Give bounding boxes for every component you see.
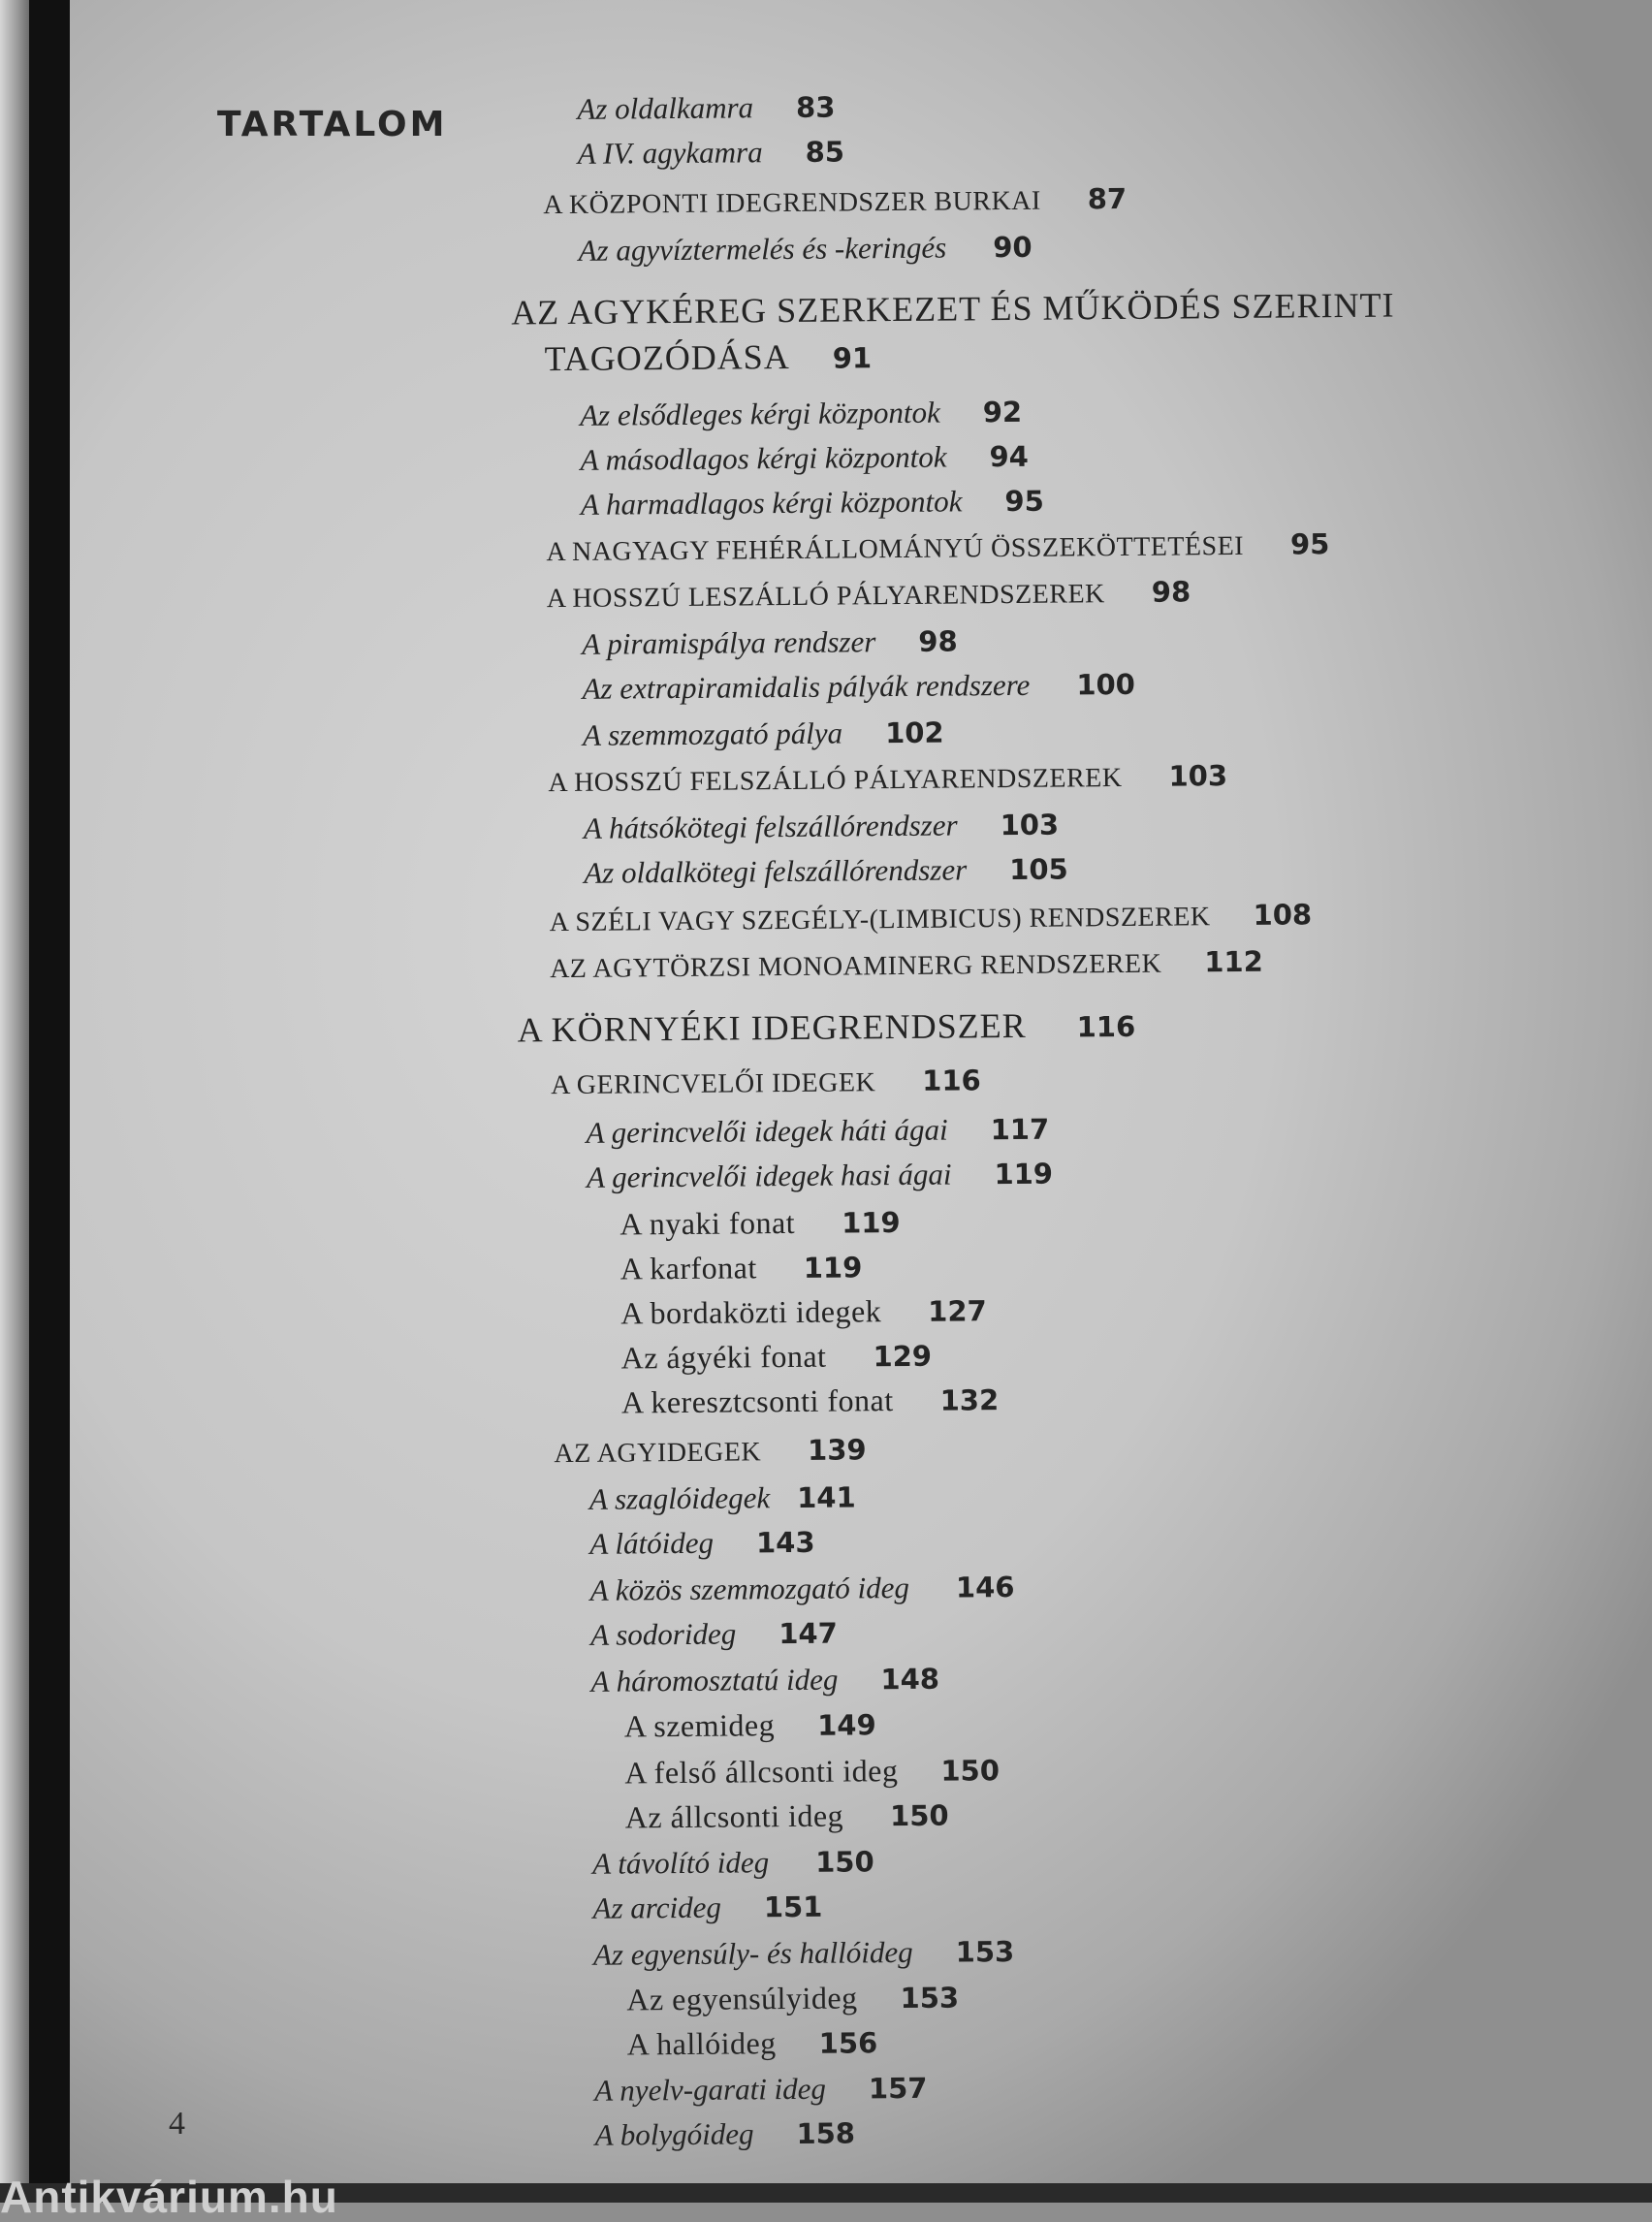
toc-entry — [587, 1157, 1053, 1195]
toc-entry — [625, 1797, 949, 1836]
toc-entry — [624, 1752, 1000, 1791]
toc-entry-title: Az agyvíztermelés és -keringés — [578, 230, 947, 268]
toc-entry-page: 94 — [989, 439, 1030, 474]
toc-entry-title: A gerincvelői idegek háti ágai — [586, 1112, 948, 1150]
toc-entry-page: 116 — [922, 1063, 981, 1097]
toc-entry — [590, 1662, 939, 1699]
toc-entry — [620, 1204, 901, 1243]
toc-entry — [620, 1249, 863, 1286]
toc-entry-page: 105 — [1009, 852, 1068, 887]
toc-entry-page: 92 — [982, 395, 1023, 429]
toc-entry-page: 153 — [900, 1981, 960, 2016]
toc-entry-page: 119 — [841, 1206, 901, 1240]
toc-entry-title: AZ AGYIDEGEK — [554, 1437, 762, 1470]
toc-entry — [548, 759, 1227, 799]
toc-entry-page: 147 — [778, 1616, 838, 1651]
toc-entry-page: 90 — [993, 230, 1032, 265]
toc-entry — [620, 1292, 987, 1331]
toc-entry — [543, 182, 1127, 221]
toc-entry-title: A keresztcsonti fonat — [620, 1382, 894, 1420]
toc-entry-title: A szemmozgató pálya — [582, 715, 843, 752]
toc-entry-page: 132 — [939, 1383, 1000, 1417]
toc-entry — [581, 484, 1044, 523]
toc-entry-title: A szemideg — [623, 1707, 776, 1744]
toc-entry-page: 100 — [1076, 667, 1136, 702]
toc-entry-page: 141 — [797, 1480, 856, 1514]
toc-entry — [582, 667, 1135, 707]
toc-entry-title: A nyelv-garati ideg — [594, 2071, 827, 2108]
toc-entry — [550, 898, 1313, 938]
toc-entry — [577, 90, 835, 127]
toc-entry-title: Az oldalkamra — [577, 90, 754, 126]
toc-entry-page: 83 — [795, 90, 836, 124]
toc-entry-title: TAGOZÓDÁSA — [544, 336, 790, 379]
toc-entry — [594, 2071, 928, 2109]
toc-entry — [584, 808, 1060, 846]
toc-entry-page: 108 — [1253, 898, 1313, 932]
toc-entry-title: A hátsókötegi felszállórendszer — [583, 808, 958, 845]
toc-entry — [511, 285, 1395, 333]
toc-entry — [583, 715, 944, 753]
toc-entry-title: A IV. agykamra — [577, 135, 763, 171]
toc-entry — [584, 851, 1068, 890]
toc-entry — [627, 2024, 878, 2062]
toc-entry-title: Az ágyéki fonat — [620, 1338, 827, 1376]
toc-entry — [550, 945, 1263, 985]
toc-entry-title: A harmadlagos kérgi központok — [580, 484, 963, 522]
toc-entry-title: A nyaki fonat — [620, 1204, 796, 1242]
toc-entry-page: 117 — [990, 1112, 1050, 1147]
toc-entry-page: 143 — [755, 1525, 815, 1560]
toc-entry — [578, 230, 1032, 269]
toc-entry-page: 119 — [803, 1251, 863, 1285]
toc-entry-page: 150 — [814, 1845, 874, 1879]
toc-entry — [551, 1063, 981, 1101]
toc-entry-title: Az állcsonti ideg — [624, 1797, 844, 1835]
toc-entry-title: A gerincvelői idegek hasi ágai — [586, 1157, 952, 1194]
toc-entry — [594, 2115, 855, 2152]
toc-entry-title: A hallóideg — [626, 2025, 777, 2062]
toc-entry — [554, 1433, 866, 1470]
toc-entry-title: A szaglóidegek — [588, 1480, 771, 1516]
toc-entry-title: A háromosztatú ideg — [590, 1662, 839, 1698]
toc-entry-page: 119 — [994, 1157, 1054, 1191]
toc-entry-page: 151 — [763, 1889, 823, 1924]
toc-entry — [582, 623, 958, 661]
toc-entry-title: Az oldalkötegi felszállórendszer — [584, 852, 968, 890]
toc-entry-page: 150 — [889, 1798, 949, 1833]
toc-entry-title: A KÖRNYÉKI IDEGRENDSZER — [517, 1005, 1027, 1050]
toc-entry-page: 158 — [796, 2116, 856, 2150]
toc-entry-page: 139 — [807, 1433, 867, 1467]
toc-entry-page: 98 — [918, 624, 958, 658]
toc-entry-title: A bolygóideg — [594, 2116, 754, 2152]
toc-entry-page: 91 — [832, 341, 873, 375]
toc-entry-title: A HOSSZÚ FELSZÁLLÓ PÁLYARENDSZEREK — [548, 762, 1123, 799]
toc-entry-page: 129 — [873, 1339, 933, 1374]
toc-entry — [590, 1616, 838, 1653]
toc-entry-page: 102 — [884, 715, 944, 750]
toc-entry — [621, 1381, 999, 1420]
toc-heading: TARTALOM — [217, 105, 448, 144]
toc-entry — [546, 527, 1329, 568]
toc-entry-title: A HOSSZÚ LESZÁLLÓ PÁLYARENDSZEREK — [546, 579, 1105, 615]
toc-entry-page: 127 — [928, 1294, 987, 1328]
toc-entry-page: 116 — [1076, 1009, 1136, 1044]
toc-entry-page: 146 — [955, 1570, 1015, 1604]
toc-entry — [589, 1525, 815, 1562]
toc-entry — [586, 1112, 1049, 1151]
toc-entry-title: A piramispálya rendszer — [582, 624, 876, 661]
toc-entry — [626, 1980, 959, 2018]
toc-entry-title: A sodorideg — [589, 1616, 737, 1652]
toc-entry — [580, 439, 1029, 478]
toc-entry-title: AZ AGYTÖRZSI MONOAMINERG RENDSZEREK — [549, 948, 1162, 985]
toc-entry — [544, 335, 872, 379]
toc-entry-title: A távolító ideg — [592, 1845, 770, 1881]
toc-entry-page: 153 — [955, 1935, 1015, 1969]
toc-entry-page: 150 — [940, 1754, 1001, 1788]
toc-entry-page: 157 — [868, 2071, 928, 2106]
toc-entry-title: Az egyensúlyideg — [626, 1980, 858, 2017]
watermark-text: Antikvárium.hu — [0, 2172, 338, 2222]
toc-entry — [517, 1004, 1135, 1051]
toc-entry — [593, 1934, 1015, 1973]
toc-entry-page: 149 — [816, 1708, 876, 1742]
toc-entry-page: 85 — [805, 135, 845, 169]
toc-entry-title: A NAGYAGY FEHÉRÁLLOMÁNYÚ ÖSSZEKÖTTETÉSEI — [546, 530, 1245, 568]
toc-entry-page: 148 — [880, 1662, 940, 1697]
toc-entry-page: 103 — [1168, 759, 1228, 793]
toc-entry — [620, 1338, 932, 1377]
toc-entry — [578, 134, 845, 171]
toc-entry-title: A karfonat — [620, 1250, 757, 1286]
toc-entry — [592, 1889, 822, 1926]
toc-entry — [624, 1706, 876, 1744]
toc-entry — [547, 575, 1191, 615]
toc-entry — [580, 395, 1022, 433]
toc-entry-title: A KÖZPONTI IDEGRENDSZER BURKAI — [543, 185, 1041, 221]
toc-entry-title: A látóideg — [589, 1525, 715, 1561]
toc-entry-title: A bordaközti idegek — [620, 1293, 882, 1331]
toc-entry-page: 87 — [1087, 181, 1128, 216]
toc-entry-title: A GERINCVELŐI IDEGEK — [551, 1067, 876, 1101]
toc-entry-title: A másodlagos kérgi központok — [580, 439, 947, 477]
toc-entry-title: AZ AGYKÉREG SZERKEZET ÉS MŰKÖDÉS SZERINTI — [511, 285, 1395, 333]
toc-entry-page: 103 — [1000, 808, 1060, 842]
toc-entry-title: A közös szemmozgató ideg — [589, 1570, 910, 1607]
toc-entry-page: 95 — [1004, 484, 1044, 519]
toc-entry — [590, 1570, 1015, 1608]
toc-entry-title: A SZÉLI VAGY SZEGÉLY-(LIMBICUS) RENDSZEREK — [549, 902, 1211, 938]
toc-entry — [589, 1479, 856, 1516]
toc-entry-page: 98 — [1151, 575, 1191, 609]
toc-entry-title: Az egyensúly- és hallóideg — [592, 1934, 913, 1972]
toc-entry-title: Az elsődleges kérgi központok — [579, 395, 940, 432]
page-number: 4 — [169, 2106, 185, 2142]
toc-entry-page: 112 — [1204, 944, 1263, 979]
toc-entry-title: Az extrapiramidalis pályák rendszere — [582, 667, 1031, 706]
toc-entry-title: A felső állcsonti ideg — [624, 1753, 899, 1791]
toc-entry-page: 95 — [1289, 527, 1330, 561]
toc-entry-page: 156 — [818, 2026, 878, 2060]
toc-entry — [592, 1844, 874, 1882]
toc-entry-title: Az arcideg — [592, 1889, 722, 1925]
